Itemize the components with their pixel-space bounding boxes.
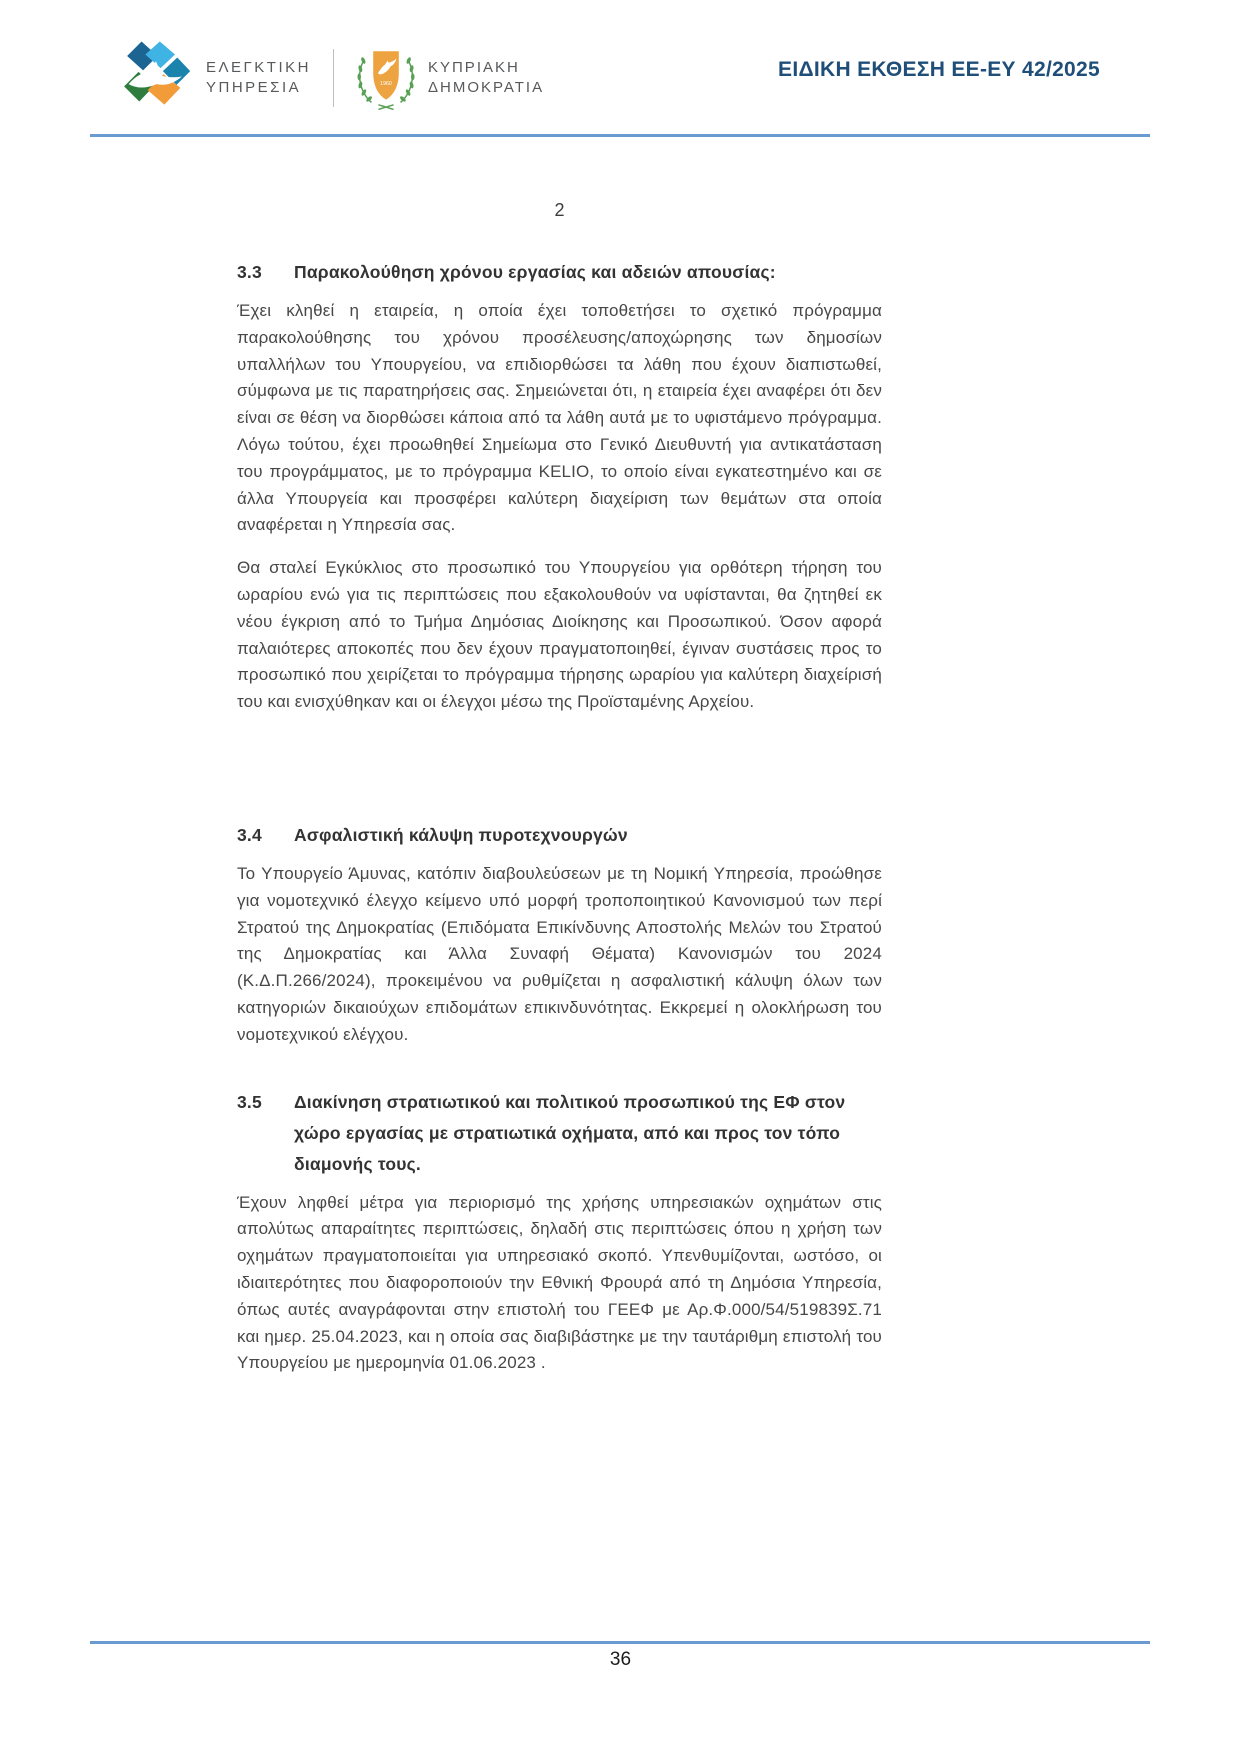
section-title: Ασφαλιστική κάλυψη πυροτεχνουργών	[294, 824, 628, 845]
republic-name-line1: ΚΥΠΡΙΑΚΗ	[427, 59, 520, 76]
coat-of-arms-year: 1960	[380, 80, 392, 87]
republic-name	[428, 58, 544, 98]
section-3-3-paragraph-1: Έχει κληθεί η εταιρεία, η οποία έχει τοποθετήσει το σχετικό πρόγραμμα παρακολούθησης του χρόνου προσέλευσης/αποχώρησης των δημοσίων υπαλλήλων του Υπουργείου, να επιδιορθώσει τα λάθη που έχουν διαπιστωθεί, σύμφωνα με τις παρατηρήσεις σας. Σημειώνεται ότι, η εταιρεία έχει αναφέρει ότι δεν είναι σε θέση να διορθώσει κάποια από τα λάθη αυτά με το υφιστάμενο πρόγραμμα. Λόγω τούτου, έχει προωθηθεί Σημείωμα στο Γενικό Διευθυντή για αντικατάσταση του προγράμματος, με το πρόγραμμα KELIO, το οποίο είναι εγκατεστημένο και σε άλλα Υπουργεία και προσφέρει καλύτερη διαχείριση των θεμάτων στα οποία αναφέρεται η Υπηρεσία σας.	[237, 301, 882, 535]
document-page-number: 2	[554, 200, 565, 220]
page-header	[118, 40, 544, 116]
section-title: Διακίνηση στρατιωτικού και πολιτικού προσωπικού της ΕΦ στον χώρο εργασίας με στρατιωτικά οχήματα, από και προς τον τόπο διαμονής τους.	[294, 1091, 846, 1174]
section-3-4-heading	[237, 820, 882, 851]
footer-rule	[90, 1641, 1150, 1644]
republic-name-line2: ΔΗΜΟΚΡΑΤΙΑ	[427, 79, 545, 96]
section-title: Παρακολούθηση χρόνου εργασίας και αδειών απουσίας:	[294, 262, 776, 282]
audit-service-logo-icon	[118, 40, 194, 116]
audit-service-name	[206, 58, 311, 98]
footer-page-number: 36	[609, 1649, 632, 1670]
section-3-4-paragraph-1: Το Υπουργείο Άμυνας, κατόπιν διαβουλεύσεων με τη Νομική Υπηρεσία, προώθησε για νομοτεχνικό έλεγχο κείμενο υπό μορφή τροποποιητικού Κανονισμού των περί Στρατού της Δημοκρατίας (Επιδόματα Επικίνδυνης Αποστολής Μελών του Στρατού της Δημοκρατίας και Άλλα Συναφή Θέματα) Κανονισμών του 2024 (Κ.Δ.Π.266/2024), προκειμένου να ρυθμίζεται η ασφαλιστική κάλυψη όλων των κατηγοριών δικαιούχων επιδομάτων επικινδυνότητας. Εκκρεμεί η ολοκλήρωση του νομοτεχνικού ελέγχου.	[237, 863, 882, 1044]
header-rule	[90, 134, 1150, 137]
section-3-3-heading	[237, 257, 882, 288]
logo-divider	[333, 49, 334, 107]
section-number: 3.5	[237, 1091, 262, 1112]
audit-service-name-line1: ΕΛΕΓΚΤΙΚΗ	[206, 59, 311, 76]
section-3-3-paragraph-2: Θα σταλεί Εγκύκλιος στο προσωπικό του Υπουργείου για ορθότερη τήρηση του ωραρίου ενώ για τις περιπτώσεις που εξακολουθούν να υφίστανται, θα ζητηθεί εκ νέου έγκριση από το Τμήμα Δημόσιας Διοίκησης και Προσωπικού. Όσον αφορά παλαιότερες αποκοπές που δεν έχουν πραγματοποιηθεί, έγιναν συστάσεις προς το προσωπικό που χειρίζεται το πρόγραμμα τήρησης ωραρίου για καλύτερη διαχείρισή του και ενισχύθηκαν και οι έλεγχοι μέσω της Προϊσταμένης Αρχείου.	[237, 558, 882, 712]
report-title: ΕΙΔΙΚΗ ΕΚΘΕΣΗ ΕΕ-ΕΥ 42/2025	[778, 58, 1100, 81]
cyprus-coat-of-arms-icon	[354, 41, 418, 115]
section-number: 3.4	[237, 824, 262, 845]
section-3-5-heading	[237, 1087, 882, 1180]
section-number: 3.3	[237, 262, 262, 282]
document-content	[237, 200, 882, 1393]
section-3-5-paragraph-1: Έχουν ληφθεί μέτρα για περιορισμό της χρήσης υπηρεσιακών οχημάτων στις απολύτως απαραίτητες περιπτώσεις, δηλαδή στις περιπτώσεις όπου η χρήση των οχημάτων πραγματοποιείται για υπηρεσιακό σκοπό. Υπενθυμίζονται, ωστόσο, οι ιδιαιτερότητες που διαφοροποιούν την Εθνική Φρουρά από τη Δημόσια Υπηρεσία, όπως αυτές αναγράφονται στην επιστολή του ΓΕΕΦ με Αρ.Φ.000/54/519839Σ.71 και ημερ. 25.04.2023, και η οποία σας διαβιβάστηκε με την ταυτάριθμη επιστολή του Υπουργείου με ημερομηνία 01.06.2023 .	[237, 1192, 882, 1373]
audit-service-name-line2: ΥΠΗΡΕΣΙΑ	[206, 79, 302, 96]
